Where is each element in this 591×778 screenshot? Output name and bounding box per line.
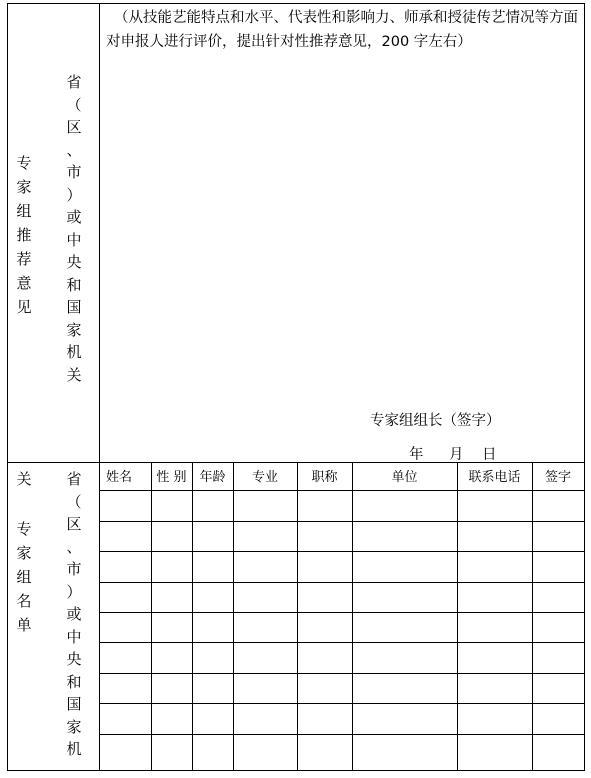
- table-cell[interactable]: [533, 613, 584, 642]
- table-cell[interactable]: [533, 552, 584, 582]
- section-divider: [7, 462, 585, 463]
- table-cell[interactable]: [193, 552, 233, 582]
- list-prefix-label: 关: [16, 470, 32, 488]
- table-cell[interactable]: [234, 704, 297, 734]
- list-org-label: 省 （ 区 、 市 ） 或 中 央 和 国 家 机: [66, 470, 82, 758]
- table-cell[interactable]: [353, 674, 457, 703]
- rec-label: 专 家 组 推 荐 意 见: [16, 154, 32, 316]
- table-cell[interactable]: [152, 735, 192, 770]
- date-year-label: 年: [409, 447, 424, 463]
- rec-org-label: 省 （ 区 、 市 ） 或 中 央 和 国 家 机 关: [66, 73, 82, 384]
- table-cell[interactable]: [100, 704, 151, 734]
- table-cell[interactable]: [193, 522, 233, 551]
- table-cell[interactable]: [353, 704, 457, 734]
- header-organization: 单位: [391, 470, 418, 485]
- table-cell[interactable]: [152, 704, 192, 734]
- table-cell[interactable]: [533, 583, 584, 612]
- header-age: 年龄: [199, 470, 226, 485]
- table-cell[interactable]: [234, 674, 297, 703]
- table-cell[interactable]: [458, 613, 532, 642]
- header-title: 职称: [311, 470, 338, 485]
- table-cell[interactable]: [100, 674, 151, 703]
- table-cell[interactable]: [152, 552, 192, 582]
- list-label: 专 家 组 名 单: [16, 520, 32, 634]
- header-specialty: 专业: [251, 470, 278, 485]
- table-cell[interactable]: [193, 704, 233, 734]
- table-cell[interactable]: [353, 643, 457, 673]
- table-cell[interactable]: [234, 613, 297, 642]
- table-cell[interactable]: [533, 704, 584, 734]
- table-cell[interactable]: [234, 552, 297, 582]
- table-cell[interactable]: [533, 522, 584, 551]
- leader-signature-label: 专家组组长（签字）: [370, 413, 501, 429]
- recommendation-text-area[interactable]: [104, 60, 580, 400]
- table-cell[interactable]: [298, 491, 352, 521]
- table-cell[interactable]: [298, 583, 352, 612]
- table-cell[interactable]: [193, 735, 233, 770]
- table-cell[interactable]: [298, 613, 352, 642]
- table-cell[interactable]: [100, 552, 151, 582]
- header-name: 姓名: [105, 470, 132, 485]
- table-cell[interactable]: [353, 735, 457, 770]
- table-cell[interactable]: [152, 643, 192, 673]
- table-cell[interactable]: [100, 613, 151, 642]
- table-cell[interactable]: [298, 552, 352, 582]
- table-cell[interactable]: [533, 674, 584, 703]
- table-cell[interactable]: [353, 522, 457, 551]
- table-cell[interactable]: [234, 522, 297, 551]
- table-cell[interactable]: [234, 643, 297, 673]
- table-cell[interactable]: [100, 491, 151, 521]
- table-cell[interactable]: [234, 583, 297, 612]
- table-cell[interactable]: [458, 552, 532, 582]
- table-cell[interactable]: [298, 643, 352, 673]
- border-right: [584, 3, 585, 771]
- table-cell[interactable]: [533, 491, 584, 521]
- table-cell[interactable]: [193, 491, 233, 521]
- table-cell[interactable]: [533, 643, 584, 673]
- date-month-label: 月: [449, 447, 464, 463]
- table-cell[interactable]: [152, 491, 192, 521]
- border-left: [7, 3, 8, 771]
- table-cell[interactable]: [533, 735, 584, 770]
- header-gender: 性 别: [156, 470, 187, 485]
- date-day-label: 日: [482, 447, 497, 463]
- table-cell[interactable]: [458, 583, 532, 612]
- table-cell[interactable]: [152, 583, 192, 612]
- table-cell[interactable]: [353, 613, 457, 642]
- table-cell[interactable]: [152, 613, 192, 642]
- table-cell[interactable]: [353, 552, 457, 582]
- table-cell[interactable]: [100, 643, 151, 673]
- table-cell[interactable]: [353, 583, 457, 612]
- table-cell[interactable]: [100, 522, 151, 551]
- table-cell[interactable]: [193, 643, 233, 673]
- header-phone: 联系电话: [468, 470, 521, 485]
- recommendation-instruction: （从技能艺能特点和水平、代表性和影响力、师承和授徒传艺情况等方面对申报人进行评价，提出针对性推荐意见，200 字左右）: [106, 10, 578, 50]
- table-cell[interactable]: [298, 735, 352, 770]
- leader-signature-field[interactable]: [505, 405, 580, 431]
- table-cell[interactable]: [298, 704, 352, 734]
- table-cell[interactable]: [458, 735, 532, 770]
- table-cell[interactable]: [458, 522, 532, 551]
- header-signature: 签字: [544, 470, 571, 485]
- border-bottom: [7, 770, 585, 771]
- table-cell[interactable]: [353, 491, 457, 521]
- table-cell[interactable]: [458, 674, 532, 703]
- table-cell[interactable]: [100, 583, 151, 612]
- table-cell[interactable]: [193, 583, 233, 612]
- table-cell[interactable]: [298, 522, 352, 551]
- table-cell[interactable]: [458, 643, 532, 673]
- table-cell[interactable]: [152, 522, 192, 551]
- table-cell[interactable]: [193, 674, 233, 703]
- table-cell[interactable]: [152, 674, 192, 703]
- table-cell[interactable]: [234, 491, 297, 521]
- table-cell[interactable]: [100, 735, 151, 770]
- table-cell[interactable]: [458, 491, 532, 521]
- table-cell[interactable]: [298, 674, 352, 703]
- table-cell[interactable]: [458, 704, 532, 734]
- table-cell[interactable]: [193, 613, 233, 642]
- table-cell[interactable]: [234, 735, 297, 770]
- border-top: [7, 3, 585, 4]
